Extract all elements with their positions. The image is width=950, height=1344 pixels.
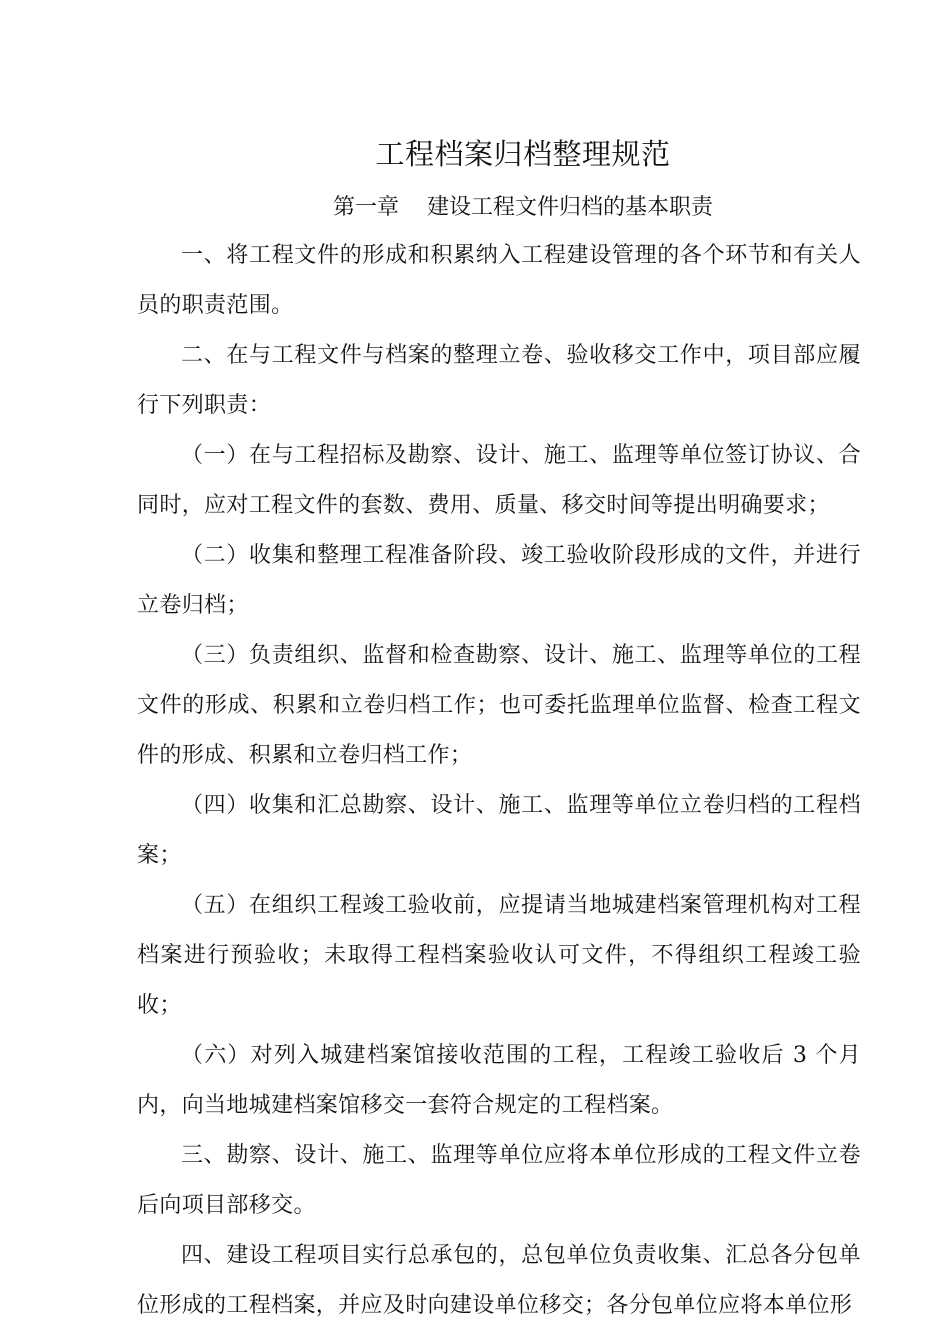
chapter-heading: 第一章 建设工程文件归档的基本职责 xyxy=(333,195,713,220)
paragraph: 三、勘察、设计、施工、监理等单位应将本单位形成的工程文件立卷后向项目部移交。 xyxy=(137,1143,861,1218)
paragraph: （五）在组织工程竣工验收前，应提请当地城建档案管理机构对工程档案进行预验收；未取得工程档案验收认可文件，不得组织工程竣工验收； xyxy=(137,893,861,1018)
paragraph: （一）在与工程招标及勘察、设计、施工、监理等单位签订协议、合同时，应对工程文件的套数、费用、质量、移交时间等提出明确要求； xyxy=(137,443,861,518)
document-title: 工程档案归档整理规范 xyxy=(375,137,671,171)
paragraph: 一、将工程文件的形成和积累纳入工程建设管理的各个环节和有关人员的职责范围。 xyxy=(137,243,861,318)
paragraph: 二、在与工程文件与档案的整理立卷、验收移交工作中，项目部应履行下列职责： xyxy=(137,343,861,418)
paragraph: （二）收集和整理工程准备阶段、竣工验收阶段形成的文件，并进行立卷归档； xyxy=(137,543,861,618)
paragraph: （六）对列入城建档案馆接收范围的工程，工程竣工验收后 3 个月内，向当地城建档案馆移交一套符合规定的工程档案。 xyxy=(137,1043,861,1118)
paragraph: （四）收集和汇总勘察、设计、施工、监理等单位立卷归档的工程档案； xyxy=(137,793,861,868)
paragraph: 四、建设工程项目实行总承包的，总包单位负责收集、汇总各分包单位形成的工程档案，并应及时向建设单位移交；各分包单位应将本单位形 xyxy=(137,1243,861,1318)
paragraph: （三）负责组织、监督和检查勘察、设计、施工、监理等单位的工程文件的形成、积累和立卷归档工作；也可委托监理单位监督、检查工程文件的形成、积累和立卷归档工作； xyxy=(137,643,861,768)
document-body xyxy=(137,231,861,1331)
